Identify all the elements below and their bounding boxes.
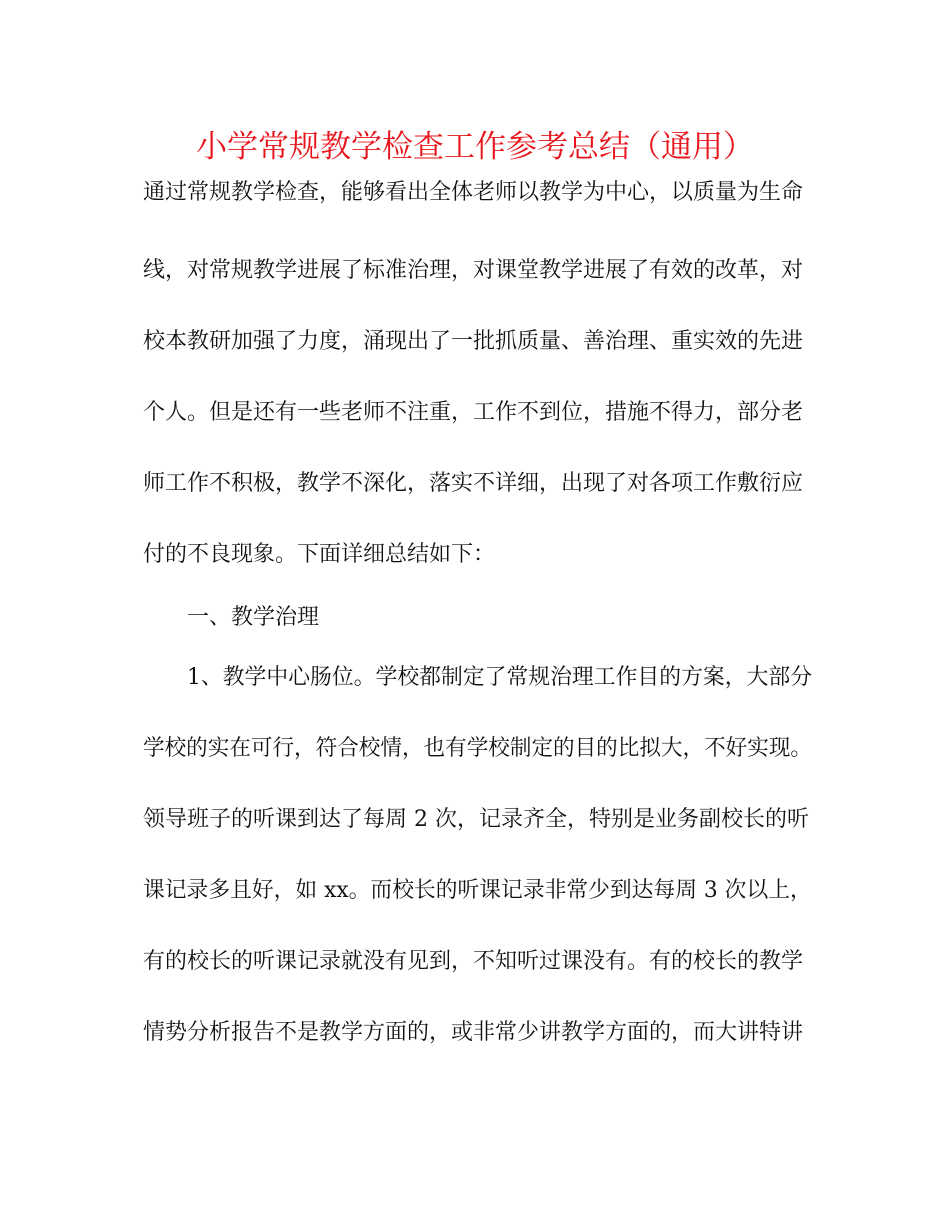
paragraph-line: 付的不良现象。下面详细总结如下： [143,542,496,567]
paragraph-line: 情势分析报告不是教学方面的，或非常少讲教学方面的，而大讲特讲 [143,1020,804,1045]
paragraph-line: 领导班子的听课到达了每周 2 次，记录齐全，特别是业务副校长的听 [143,807,809,832]
section-heading: 一、教学治理 [187,605,320,630]
paragraph-line: 通过常规教学检查，能够看出全体老师以教学为中心，以质量为生命 [143,180,804,205]
paragraph-line: 校本教研加强了力度，涌现出了一批抓质量、善治理、重实效的先进 [143,329,804,354]
paragraph-line: 个人。但是还有一些老师不注重，工作不到位，措施不得力，部分老 [143,400,804,425]
paragraph-line: 1、教学中心肠位。学校都制定了常规治理工作目的方案，大部分 [187,665,813,690]
paragraph-line: 课记录多且好，如 xx。而校长的听课记录非常少到达每周 3 次以上， [143,878,812,903]
paragraph-line: 学校的实在可行，符合校情，也有学校制定的目的比拟大，不好实现。 [143,736,812,761]
paragraph-line: 师工作不积极，教学不深化，落实不详细，出现了对各项工作敷衍应 [143,471,804,496]
document-title: 小学常规教学检查工作参考总结（通用） [196,129,754,165]
paragraph-line: 线，对常规教学进展了标准治理，对课堂教学进展了有效的改革，对 [143,258,804,283]
paragraph-line: 有的校长的听课记录就没有见到，不知听过课没有。有的校长的教学 [143,949,804,974]
